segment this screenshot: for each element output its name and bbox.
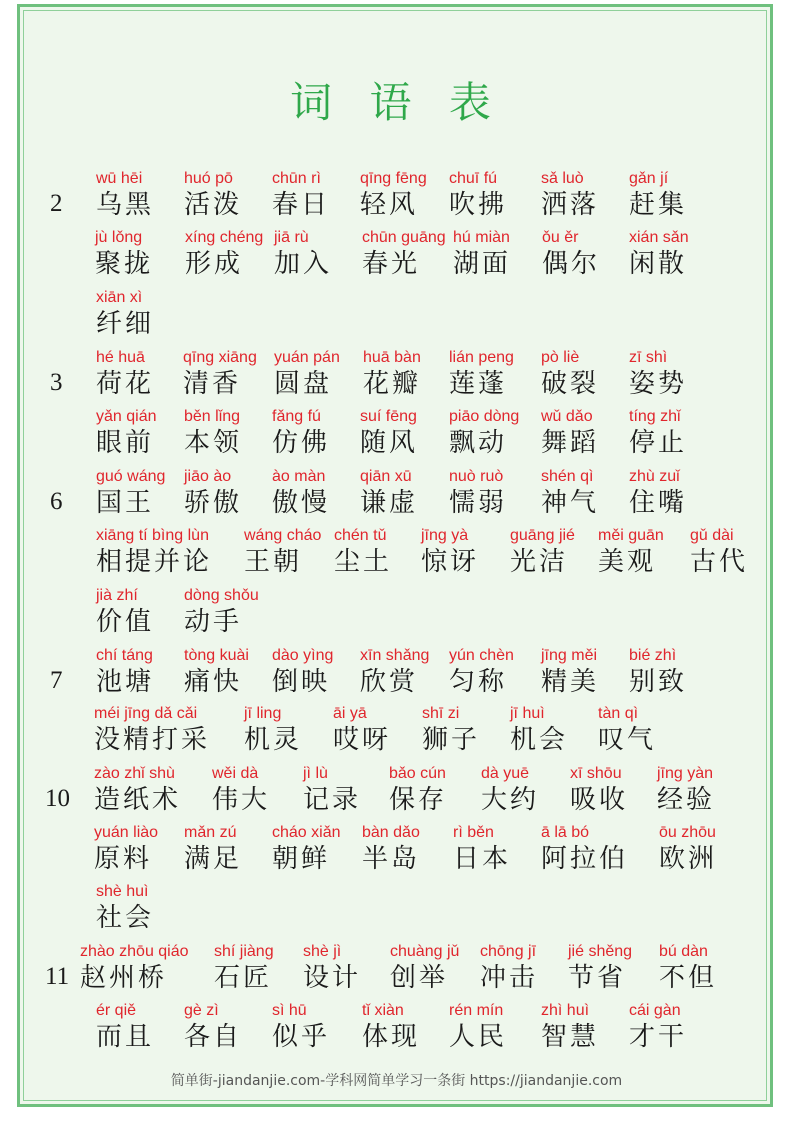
pinyin-label: ōu zhōu xyxy=(659,824,716,841)
lesson-number: 3 xyxy=(50,369,63,396)
hanzi-word: 各自 xyxy=(184,1022,243,1052)
pinyin-label: sì hū xyxy=(272,1002,307,1019)
pinyin-label: nuò ruò xyxy=(449,468,504,485)
hanzi-word: 花瓣 xyxy=(363,369,422,399)
hanzi-word: 经验 xyxy=(657,785,716,815)
hanzi-word: 原料 xyxy=(94,844,153,874)
lesson-number: 11 xyxy=(45,963,70,990)
pinyin-label: měi guān xyxy=(598,527,664,544)
hanzi-word: 眼前 xyxy=(96,428,155,458)
hanzi-word: 痛快 xyxy=(184,667,243,697)
hanzi-word: 欧洲 xyxy=(659,844,718,874)
hanzi-word: 大约 xyxy=(481,785,540,815)
pinyin-label: hú miàn xyxy=(453,229,510,246)
pinyin-label: tǐ xiàn xyxy=(362,1002,404,1019)
hanzi-word: 没精打采 xyxy=(94,725,211,755)
hanzi-word: 动手 xyxy=(184,607,243,637)
pinyin-label: jiā rù xyxy=(274,229,309,246)
lesson-number: 7 xyxy=(50,667,63,694)
hanzi-word: 半岛 xyxy=(362,844,421,874)
pinyin-label: tíng zhǐ xyxy=(629,408,681,425)
pinyin-label: xíng chéng xyxy=(185,229,264,246)
hanzi-word: 本领 xyxy=(184,428,243,458)
pinyin-label: zhù zuǐ xyxy=(629,468,680,485)
pinyin-label: yǎn qián xyxy=(96,408,157,425)
pinyin-label: ǒu ěr xyxy=(542,229,579,246)
hanzi-word: 赵州桥 xyxy=(80,963,168,993)
hanzi-word: 阿拉伯 xyxy=(541,844,629,874)
hanzi-word: 尘土 xyxy=(334,547,393,577)
hanzi-word: 飘动 xyxy=(449,428,508,458)
hanzi-word: 春光 xyxy=(362,249,421,279)
hanzi-word: 光洁 xyxy=(510,547,569,577)
hanzi-word: 破裂 xyxy=(541,369,600,399)
hanzi-word: 价值 xyxy=(96,607,155,637)
hanzi-word: 懦弱 xyxy=(449,488,508,518)
hanzi-word: 聚拢 xyxy=(95,249,154,279)
hanzi-word: 停止 xyxy=(629,428,688,458)
pinyin-label: guó wáng xyxy=(96,468,166,485)
pinyin-label: bú dàn xyxy=(659,943,708,960)
pinyin-label: cháo xiǎn xyxy=(272,824,341,841)
pinyin-label: zào zhǐ shù xyxy=(94,765,175,782)
hanzi-word: 精美 xyxy=(541,667,600,697)
hanzi-word: 节省 xyxy=(568,963,627,993)
pinyin-label: bié zhì xyxy=(629,647,677,664)
hanzi-word: 吸收 xyxy=(570,785,629,815)
pinyin-label: dòng shǒu xyxy=(184,587,259,604)
pinyin-label: gè zì xyxy=(184,1002,219,1019)
hanzi-word: 社会 xyxy=(96,903,155,933)
pinyin-label: chuī fú xyxy=(449,170,498,187)
pinyin-label: chūn guāng xyxy=(362,229,446,246)
pinyin-label: jià zhí xyxy=(96,587,138,604)
pinyin-label: mǎn zú xyxy=(184,824,237,841)
hanzi-word: 活泼 xyxy=(184,190,243,220)
hanzi-word: 乌黑 xyxy=(96,190,155,220)
hanzi-word: 朝鲜 xyxy=(272,844,331,874)
hanzi-word: 记录 xyxy=(303,785,362,815)
hanzi-word: 石匠 xyxy=(214,963,273,993)
pinyin-label: jì lù xyxy=(303,765,328,782)
pinyin-label: yuán liào xyxy=(94,824,159,841)
pinyin-label: qīng xiāng xyxy=(183,349,257,366)
pinyin-label: xián sǎn xyxy=(629,229,689,246)
pinyin-label: chōng jī xyxy=(480,943,537,960)
pinyin-label: shè jì xyxy=(303,943,342,960)
hanzi-word: 不但 xyxy=(659,963,718,993)
pinyin-label: jīng yàn xyxy=(657,765,714,782)
pinyin-label: shí jiàng xyxy=(214,943,274,960)
pinyin-label: rén mín xyxy=(449,1002,504,1019)
hanzi-word: 轻风 xyxy=(360,190,419,220)
pinyin-label: bǎo cún xyxy=(389,765,446,782)
hanzi-word: 美观 xyxy=(598,547,657,577)
hanzi-word: 偶尔 xyxy=(542,249,601,279)
pinyin-label: jī huì xyxy=(510,705,545,722)
hanzi-word: 满足 xyxy=(184,844,243,874)
pinyin-label: suí fēng xyxy=(360,408,417,425)
pinyin-label: yún chèn xyxy=(449,647,514,664)
pinyin-label: hé huā xyxy=(96,349,145,366)
hanzi-word: 惊讶 xyxy=(421,547,480,577)
hanzi-word: 圆盘 xyxy=(274,369,333,399)
hanzi-word: 荷花 xyxy=(96,369,155,399)
hanzi-word: 神气 xyxy=(541,488,600,518)
hanzi-word: 狮子 xyxy=(422,725,481,755)
pinyin-label: jù lǒng xyxy=(95,229,143,246)
pinyin-label: ér qiě xyxy=(96,1002,137,1019)
pinyin-label: lián peng xyxy=(449,349,514,366)
hanzi-word: 莲蓬 xyxy=(449,369,508,399)
pinyin-label: pò liè xyxy=(541,349,580,366)
hanzi-word: 创举 xyxy=(390,963,449,993)
pinyin-label: jī ling xyxy=(244,705,282,722)
hanzi-word: 别致 xyxy=(629,667,688,697)
hanzi-word: 赶集 xyxy=(629,190,688,220)
pinyin-label: chūn rì xyxy=(272,170,321,187)
pinyin-label: běn lǐng xyxy=(184,408,241,425)
hanzi-word: 伟大 xyxy=(212,785,271,815)
pinyin-label: tòng kuài xyxy=(184,647,249,664)
pinyin-label: qiān xū xyxy=(360,468,412,485)
pinyin-label: zhào zhōu qiáo xyxy=(80,943,189,960)
pinyin-label: wáng cháo xyxy=(244,527,322,544)
pinyin-label: jiāo ào xyxy=(184,468,232,485)
hanzi-word: 池塘 xyxy=(96,667,155,697)
pinyin-label: āi yā xyxy=(333,705,367,722)
hanzi-word: 设计 xyxy=(303,963,362,993)
hanzi-word: 加入 xyxy=(274,249,333,279)
hanzi-word: 相提并论 xyxy=(96,547,213,577)
hanzi-word: 住嘴 xyxy=(629,488,688,518)
lesson-number: 6 xyxy=(50,488,63,515)
hanzi-word: 清香 xyxy=(183,369,242,399)
pinyin-label: shén qì xyxy=(541,468,594,485)
hanzi-word: 随风 xyxy=(360,428,419,458)
hanzi-word: 机灵 xyxy=(244,725,303,755)
pinyin-label: yuán pán xyxy=(274,349,340,366)
pinyin-label: shī zi xyxy=(422,705,460,722)
hanzi-word: 冲击 xyxy=(480,963,539,993)
pinyin-label: fǎng fú xyxy=(272,408,321,425)
hanzi-word: 叹气 xyxy=(598,725,657,755)
pinyin-label: gǎn jí xyxy=(629,170,669,187)
pinyin-label: dà yuē xyxy=(481,765,530,782)
hanzi-word: 骄傲 xyxy=(184,488,243,518)
hanzi-word: 傲慢 xyxy=(272,488,331,518)
hanzi-word: 纤细 xyxy=(96,309,155,339)
pinyin-label: jié shěng xyxy=(568,943,633,960)
hanzi-word: 才干 xyxy=(629,1022,688,1052)
pinyin-label: ā lā bó xyxy=(541,824,590,841)
footer-text: 简单街-jiandanjie.com-学科网简单学习一条街 https://jiandanjie.com xyxy=(170,1073,623,1089)
hanzi-word: 吹拂 xyxy=(449,190,508,220)
hanzi-word: 造纸术 xyxy=(94,785,182,815)
hanzi-word: 春日 xyxy=(272,190,331,220)
hanzi-word: 日本 xyxy=(453,844,512,874)
pinyin-label: wěi dà xyxy=(212,765,259,782)
hanzi-word: 湖面 xyxy=(453,249,512,279)
pinyin-label: chuàng jǔ xyxy=(390,943,460,960)
hanzi-word: 舞蹈 xyxy=(541,428,600,458)
pinyin-label: dào yìng xyxy=(272,647,334,664)
pinyin-label: zī shì xyxy=(629,349,668,366)
pinyin-label: tàn qì xyxy=(598,705,639,722)
hanzi-word: 王朝 xyxy=(244,547,303,577)
hanzi-word: 智慧 xyxy=(541,1022,600,1052)
hanzi-word: 闲散 xyxy=(629,249,688,279)
hanzi-word: 欣赏 xyxy=(360,667,419,697)
pinyin-label: shè huì xyxy=(96,883,149,900)
page-title: 词 语 表 xyxy=(290,78,503,127)
pinyin-label: jīng yà xyxy=(421,527,469,544)
pinyin-label: qīng fēng xyxy=(360,170,427,187)
hanzi-word: 而且 xyxy=(96,1022,155,1052)
pinyin-label: xīn shǎng xyxy=(360,647,430,664)
hanzi-word: 形成 xyxy=(185,249,244,279)
pinyin-label: bàn dǎo xyxy=(362,824,420,841)
lesson-number: 2 xyxy=(50,190,63,217)
pinyin-label: xī shōu xyxy=(570,765,622,782)
pinyin-label: gǔ dài xyxy=(690,527,734,544)
hanzi-word: 保存 xyxy=(389,785,448,815)
pinyin-label: zhì huì xyxy=(541,1002,590,1019)
hanzi-word: 匀称 xyxy=(449,667,508,697)
hanzi-word: 姿势 xyxy=(629,369,688,399)
pinyin-label: guāng jié xyxy=(510,527,575,544)
pinyin-label: jīng měi xyxy=(541,647,598,664)
hanzi-word: 似乎 xyxy=(272,1022,331,1052)
hanzi-word: 哎呀 xyxy=(333,725,392,755)
hanzi-word: 古代 xyxy=(690,547,749,577)
pinyin-label: wū hēi xyxy=(96,170,143,187)
hanzi-word: 洒落 xyxy=(541,190,600,220)
pinyin-label: huó pō xyxy=(184,170,233,187)
pinyin-label: piāo dòng xyxy=(449,408,520,425)
pinyin-label: xiāng tí bìng lùn xyxy=(96,527,209,544)
pinyin-label: méi jīng dǎ cǎi xyxy=(94,705,198,722)
pinyin-label: huā bàn xyxy=(363,349,421,366)
hanzi-word: 人民 xyxy=(449,1022,508,1052)
hanzi-word: 国王 xyxy=(96,488,155,518)
hanzi-word: 谦虚 xyxy=(360,488,419,518)
hanzi-word: 机会 xyxy=(510,725,569,755)
pinyin-label: rì běn xyxy=(453,824,494,841)
hanzi-word: 倒映 xyxy=(272,667,331,697)
pinyin-label: chí táng xyxy=(96,647,153,664)
hanzi-word: 体现 xyxy=(362,1022,421,1052)
pinyin-label: sǎ luò xyxy=(541,170,584,187)
hanzi-word: 仿佛 xyxy=(272,428,331,458)
pinyin-label: cái gàn xyxy=(629,1002,681,1019)
lesson-number: 10 xyxy=(45,785,70,812)
pinyin-label: ào màn xyxy=(272,468,326,485)
pinyin-label: xiān xì xyxy=(96,289,143,306)
pinyin-label: chén tǔ xyxy=(334,527,387,544)
pinyin-label: wǔ dǎo xyxy=(541,408,593,425)
